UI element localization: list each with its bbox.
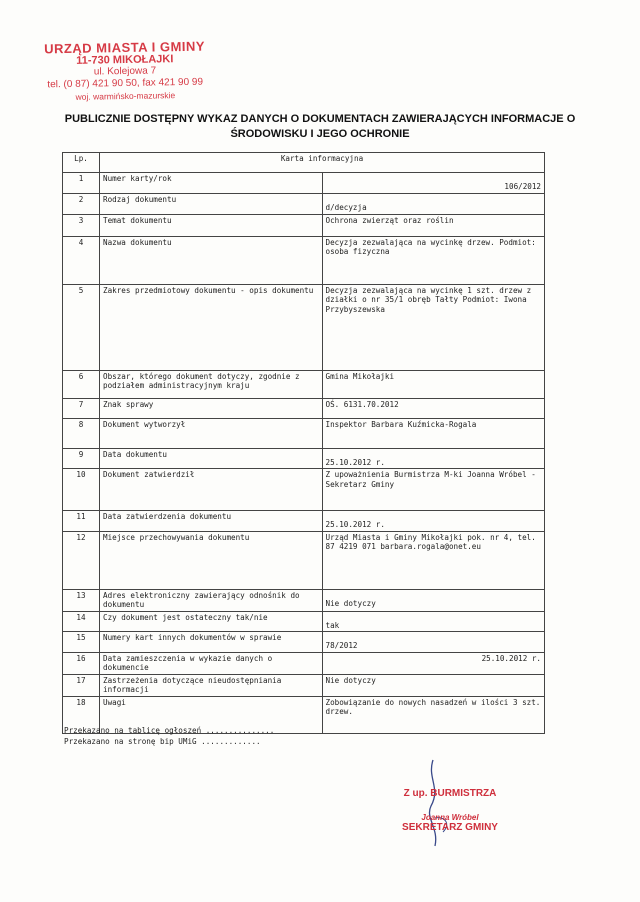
row-value: Inspektor Barbara Kuźmicka-Rogala	[322, 418, 545, 448]
row-label: Nazwa dokumentu	[100, 236, 323, 284]
row-number: 3	[63, 214, 100, 236]
table-row	[63, 589, 545, 611]
row-number: 4	[63, 236, 100, 284]
row-number: 8	[63, 418, 100, 448]
row-value: Ochrona zwierząt oraz roślin	[322, 214, 545, 236]
table-row	[63, 418, 545, 448]
table-row	[63, 236, 545, 284]
row-label: Numer karty/rok	[100, 173, 323, 194]
table-row	[63, 511, 545, 532]
title-line-1: PUBLICZNIE DOSTĘPNY WYKAZ DANYCH O DOKUMENTACH ZAWIERAJĄCYCH INFORMACJE O	[64, 113, 576, 125]
row-number: 12	[63, 531, 100, 589]
row-number: 1	[63, 173, 100, 194]
row-value: 25.10.2012 r.	[322, 652, 545, 674]
row-value: 106/2012	[504, 182, 541, 191]
row-value: Zobowiązanie do nowych nasadzeń w ilości 3 szt. drzew.	[322, 696, 545, 733]
row-value: OŚ. 6131.70.2012	[322, 398, 545, 418]
row-label: Adres elektroniczny zawierający odnośnik do dokumentu	[100, 589, 323, 611]
table-row	[63, 469, 545, 511]
row-number: 7	[63, 398, 100, 418]
stamp-line-2: 11-730 MIKOŁAJKI	[76, 53, 174, 67]
footer-line-1: Przekazano na tablicę ogłoszeń ...............	[64, 726, 275, 735]
table-row	[63, 284, 545, 370]
table-row	[63, 674, 545, 696]
row-label: Czy dokument jest ostateczny tak/nie	[100, 611, 323, 632]
stamp-line-5: woj. warmińsko-mazurskie	[75, 90, 176, 102]
row-label: Zakres przedmiotowy dokumentu - opis dokumentu	[100, 284, 323, 370]
transfer-notes	[64, 725, 274, 747]
table-row	[63, 531, 545, 589]
stamp-line-4: tel. (0 87) 421 90 50, fax 421 90 99	[47, 76, 204, 91]
row-label: Dokument zatwierdził	[100, 469, 323, 511]
row-label: Rodzaj dokumentu	[100, 194, 323, 215]
signature-line-1: Z up. BURMISTRZA	[403, 788, 497, 799]
row-number: 16	[63, 652, 100, 674]
row-number: 18	[63, 696, 100, 733]
title-line-2: ŚRODOWISKU I JEGO OCHRONIE	[230, 128, 410, 140]
row-value: 25.10.2012 r.	[325, 457, 385, 467]
table-row	[63, 652, 545, 674]
row-number: 13	[63, 589, 100, 611]
row-value: Nie dotyczy	[325, 598, 376, 608]
row-label: Miejsce przechowywania dokumentu	[100, 531, 323, 589]
row-value: 25.10.2012 r.	[325, 520, 385, 529]
table-row	[63, 214, 545, 236]
row-number: 11	[63, 511, 100, 532]
row-value: Urząd Miasta i Gminy Mikołajki pok. nr 4, tel. 87 4219 071 barbara.rogala@onet.eu	[322, 531, 545, 589]
row-label: Temat dokumentu	[100, 214, 323, 236]
row-value: tak	[325, 620, 340, 630]
row-label: Data zamieszczenia w wykazie danych o dokumencie	[100, 652, 323, 674]
row-number: 9	[63, 448, 100, 469]
row-value: d/decyzja	[325, 203, 367, 212]
stamp-line-1: URZĄD MIASTA I GMINY	[43, 38, 206, 57]
stamp-line-3: ul. Kolejowa 7	[93, 65, 157, 78]
row-number: 5	[63, 284, 100, 370]
info-card-table	[62, 152, 545, 734]
signature-line-3: SEKRETARZ GMINY	[402, 822, 498, 833]
table-row	[63, 194, 545, 215]
row-label: Znak sprawy	[100, 398, 323, 418]
document-title	[40, 112, 600, 142]
row-number: 14	[63, 611, 100, 632]
row-label: Data zatwierdzenia dokumentu	[100, 511, 323, 532]
footer-line-2: Przekazano na stronę bip UMiG .............	[64, 737, 261, 746]
row-value: Decyzja zezwalająca na wycinkę drzew. Podmiot: osoba fizyczna	[322, 236, 545, 284]
row-label: Obszar, którego dokument dotyczy, zgodnie z podziałem administracyjnym kraju	[100, 370, 323, 398]
table-header	[63, 153, 545, 173]
signature-line-2: Joanna Wróbel	[421, 813, 479, 822]
row-label: Uwagi	[100, 696, 323, 733]
header-karta: Karta informacyjna	[100, 153, 545, 173]
table-row	[63, 632, 545, 653]
office-stamp	[29, 40, 220, 103]
row-label: Data dokumentu	[100, 448, 323, 469]
row-number: 15	[63, 632, 100, 653]
row-label: Zastrzeżenia dotyczące nieudostępniania informacji	[100, 674, 323, 696]
row-number: 10	[63, 469, 100, 511]
header-lp: Lp.	[63, 153, 100, 173]
table-row	[63, 398, 545, 418]
table-row	[63, 611, 545, 632]
row-value: Gmina Mikołajki	[322, 370, 545, 398]
table-row	[63, 370, 545, 398]
row-number: 17	[63, 674, 100, 696]
row-value: 78/2012	[325, 641, 358, 650]
row-number: 2	[63, 194, 100, 215]
row-value: Z upoważnienia Burmistrza M-ki Joanna Wróbel - Sekretarz Gminy	[322, 469, 545, 511]
row-value: Decyzja zezwalająca na wycinkę 1 szt. drzew z działki o nr 35/1 obręb Tałty Podmiot: Iwona Przybyszewska	[322, 284, 545, 370]
row-label: Dokument wytworzył	[100, 418, 323, 448]
row-value: Nie dotyczy	[322, 674, 545, 696]
table-row	[63, 173, 545, 194]
signature-stamp	[380, 788, 520, 833]
table-row	[63, 448, 545, 469]
row-label: Numery kart innych dokumentów w sprawie	[100, 632, 323, 653]
row-number: 6	[63, 370, 100, 398]
